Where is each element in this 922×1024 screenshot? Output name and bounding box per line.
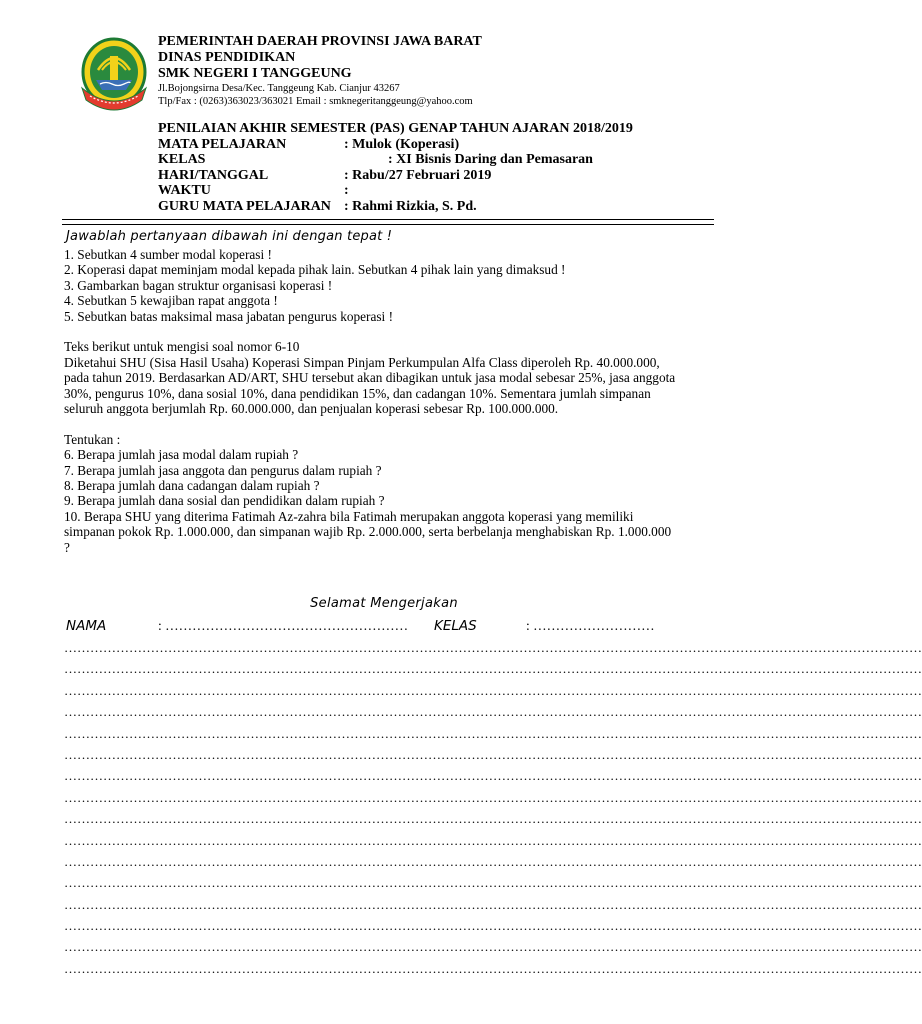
answer-line[interactable]: ……………………………………………………………………………………………………………………………………………………………………………… <box>64 853 922 869</box>
answer-line[interactable]: ……………………………………………………………………………………………………………………………………………………………………………… <box>64 918 922 934</box>
question-item: 6. Berapa jumlah jasa modal dalam rupiah ? <box>64 447 299 463</box>
answer-line[interactable]: ……………………………………………………………………………………………………………………………………………………………………………… <box>64 746 922 762</box>
answer-line[interactable]: ……………………………………………………………………………………………………………………………………………………………………………… <box>64 725 922 741</box>
answer-line[interactable]: ……………………………………………………………………………………………………………………………………………………………………………… <box>64 768 922 784</box>
tentukan-label: Tentukan : <box>64 431 121 447</box>
closing-text: Selamat Mengerjakan <box>310 596 458 611</box>
header-address: Jl.Bojongsirna Desa/Kec. Tanggeung Kab. Cianjur 43267 <box>158 83 400 94</box>
answer-line[interactable]: ……………………………………………………………………………………………………………………………………………………………………………… <box>64 896 922 912</box>
question-item: 7. Berapa jumlah jasa anggota dan pengurus dalam rupiah ? <box>64 462 382 478</box>
passage-intro: Teks berikut untuk mengisi soal nomor 6-10 <box>64 339 300 355</box>
exam-date-value: : Rabu/27 Februari 2019 <box>344 167 492 183</box>
answer-line[interactable]: ……………………………………………………………………………………………………………………………………………………………………………… <box>64 832 922 848</box>
kelas-label: KELAS <box>434 618 477 634</box>
answer-line[interactable]: ……………………………………………………………………………………………………………………………………………………………………………… <box>64 682 922 698</box>
passage-line: seluruh anggota berjumlah Rp. 60.000.000, dan penjualan koperasi sebesar Rp. 100.000.000. <box>64 401 559 417</box>
exam-subject-value: : Mulok (Koperasi) <box>344 136 460 152</box>
nama-field[interactable]: : ……………………………………………… <box>158 618 409 633</box>
answer-line[interactable]: ……………………………………………………………………………………………………………………………………………………………………………… <box>64 960 922 976</box>
instruction-text: Jawablah pertanyaan dibawah ini dengan tepat ! <box>66 229 393 244</box>
question-item-continued: simpanan pokok Rp. 1.000.000, dan simpanan wajib Rp. 2.000.000, serta berbelanja menghabiskan Rp. 1.000.000 <box>64 524 672 540</box>
exam-teacher-label: GURU MATA PELAJARAN <box>158 198 331 214</box>
question-item: 9. Berapa jumlah dana sosial dan pendidikan dalam rupiah ? <box>64 493 385 509</box>
exam-class-value: : XI Bisnis Daring dan Pemasaran <box>388 152 593 167</box>
question-item: 3. Gambarkan bagan struktur organisasi koperasi ! <box>64 277 333 293</box>
jawa-barat-emblem-logo <box>76 36 152 114</box>
answer-line[interactable]: ……………………………………………………………………………………………………………………………………………………………………………… <box>64 811 922 827</box>
question-item-continued: ? <box>64 539 70 555</box>
answer-lines <box>64 640 922 982</box>
passage-line: Diketahui SHU (Sisa Hasil Usaha) Koperasi Simpan Pinjam Perkumpulan Alfa Class diperoleh Rp. 40.000.000, <box>64 354 660 370</box>
question-item: 10. Berapa SHU yang diterima Fatimah Az-zahra bila Fatimah merupakan anggota koperasi yang memiliki <box>64 508 634 524</box>
question-item: 4. Sebutkan 5 kewajiban rapat anggota ! <box>64 293 278 309</box>
header-province: PEMERINTAH DAERAH PROVINSI JAWA BARAT <box>158 34 482 49</box>
question-item: 5. Sebutkan batas maksimal masa jabatan pengurus koperasi ! <box>64 308 394 324</box>
passage-line: 30%, pengurus 10%, dana sosial 10%, dana pendidikan 15%, dan cadangan 10%. Sementara jumlah simpanan <box>64 385 651 401</box>
passage-line: pada tahun 2019. Berdasarkan AD/ART, SHU tersebut akan dibagikan untuk jasa modal sebesar 25%, jasa anggota <box>64 370 676 386</box>
school-header <box>158 34 482 108</box>
exam-class-label: KELAS <box>158 152 206 167</box>
header-contact: Tlp/Fax : (0263)363023/363021 Email : smknegeritanggeung@yahoo.com <box>158 96 473 107</box>
answer-line[interactable]: ……………………………………………………………………………………………………………………………………………………………………………… <box>64 875 922 891</box>
nama-label: NAMA <box>66 618 107 634</box>
exam-date-label: HARI/TANGGAL <box>158 167 269 183</box>
exam-time-value: : <box>344 183 349 198</box>
exam-subject-label: MATA PELAJARAN <box>158 136 287 152</box>
header-divider-bottom <box>62 224 714 225</box>
question-item: 8. Berapa jumlah dana cadangan dalam rupiah ? <box>64 478 320 494</box>
question-item: 1. Sebutkan 4 sumber modal koperasi ! <box>64 247 272 262</box>
answer-line[interactable]: ……………………………………………………………………………………………………………………………………………………………………………… <box>64 789 922 805</box>
answer-line[interactable]: ……………………………………………………………………………………………………………………………………………………………………………… <box>64 640 922 655</box>
exam-title: PENILAIAN AKHIR SEMESTER (PAS) GENAP TAHUN AJARAN 2018/2019 <box>158 121 633 136</box>
header-divider-top <box>62 219 714 220</box>
answer-line[interactable]: ……………………………………………………………………………………………………………………………………………………………………………… <box>64 939 922 955</box>
header-agency: DINAS PENDIDIKAN <box>158 50 296 65</box>
exam-teacher-value: : Rahmi Rizkia, S. Pd. <box>344 198 477 214</box>
header-school: SMK NEGERI I TANGGEUNG <box>158 66 352 81</box>
kelas-field[interactable]: : ……………………… <box>526 618 655 633</box>
answer-line[interactable]: ……………………………………………………………………………………………………………………………………………………………………………… <box>64 661 922 677</box>
exam-time-label: WAKTU <box>158 183 211 198</box>
question-item: 2. Koperasi dapat meminjam modal kepada pihak lain. Sebutkan 4 pihak lain yang dimaksud ! <box>64 262 566 278</box>
answer-line[interactable]: ……………………………………………………………………………………………………………………………………………………………………………… <box>64 704 922 720</box>
question-body <box>64 247 724 555</box>
